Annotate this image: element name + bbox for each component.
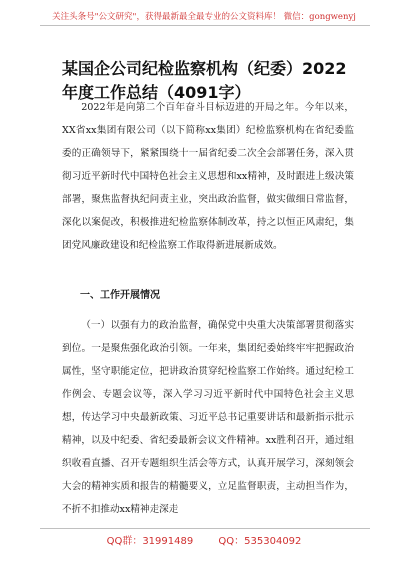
section-heading: 一、工作开展情况	[80, 290, 160, 301]
paragraph-political-supervision: （一）以强有力的政治监督，确保党中央重大决策部署贯彻落实到位。一是聚焦强化政治引领。一年来，集团纪委始终牢牢把握政治属性，坚守职能定位，把讲政治贯穿纪检监察工作始终。通过纪检工作例会、专题会议等，深入学习习近平新时代中国特色社会主义思想，传达学习中央最新政策、习近平总书记重要讲话和最新指示批示精神，以及中纪委、省纪委最新会议文件精神。xx胜利召开，通过组织收看直播、召开专题组织生活会等方式，认真开展学习，深刻领会大会的精神实质和报告的精髓要义，立足监督职责，主动担当作为，不折不扣推动xx精神走深走	[62, 320, 354, 515]
document-title: 某国企公司纪检监察机构（纪委）2022年度工作总结（4091字）	[62, 59, 347, 102]
footer-qq-group: QQ群：31991489	[106, 536, 194, 547]
paragraph-intro: 2022年是向第二个百年奋斗目标迈进的开局之年。今年以来，XX省xx集团有限公司（以下简称xx集团）纪检监察机构在省纪委监委的正确领导下，紧紧围绕十一届省纪委二次全会部署任务，深入贯彻习近平新时代中国特色社会主义思想和xx精神，及时跟进上级决策部署，聚焦监督执纪问责主业，突出政治监督，做实做细日常监督，深化以案促改，积极推进纪检监察体制改革，持之以恒正风肃纪，集团党风廉政建设和纪检监察工作取得新进展新成效。	[62, 102, 354, 251]
footer-divider	[40, 528, 370, 529]
header-banner: 关注头条号"公文研究"，获得最新最全最专业的公文资料库！ 微信：gongwenyj	[52, 12, 356, 22]
header-divider	[40, 25, 370, 26]
footer-contacts	[0, 532, 408, 547]
footer-qq: QQ：535304092	[218, 536, 302, 547]
